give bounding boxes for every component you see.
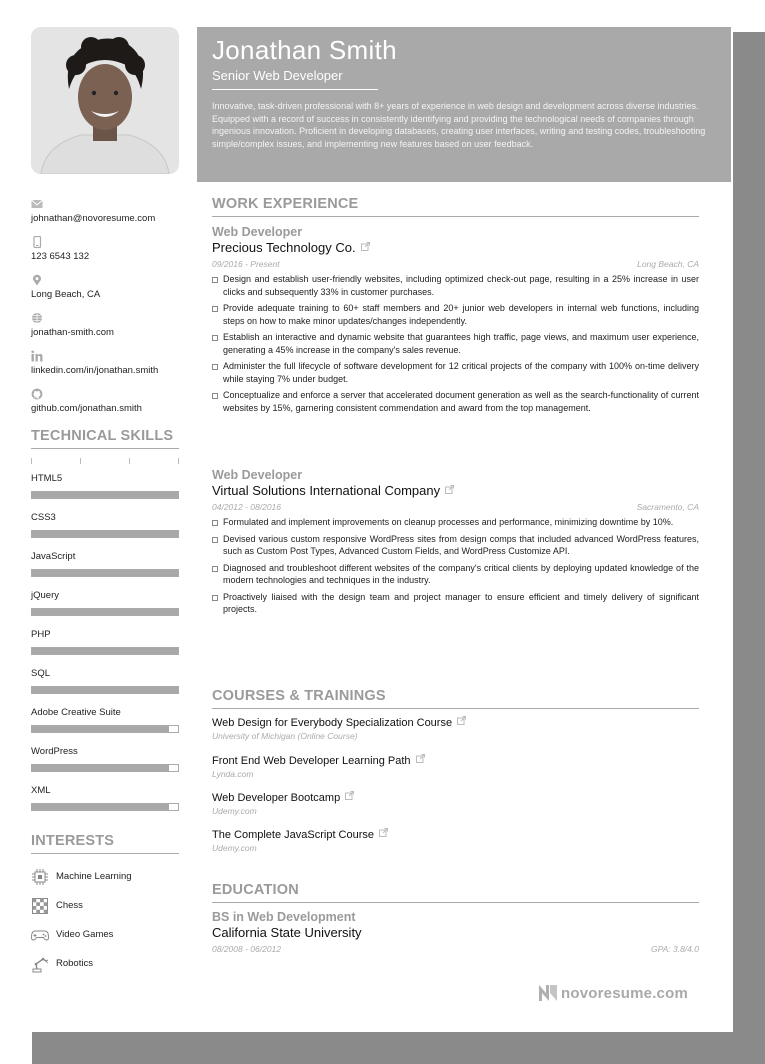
skill-level-bar (31, 686, 179, 694)
contact-website-text: jonathan-smith.com (31, 327, 114, 338)
job-bullet: Design and establish user-friendly websites, including optimized check-out page, resulting in a 25% increase in user clicks and subsequently 33% in customer purchases. (212, 273, 699, 298)
skill-level-fill (32, 687, 178, 693)
job-bullets (212, 516, 699, 616)
skill-level-bar (31, 491, 179, 499)
skill-level-fill (32, 726, 169, 732)
website-icon (31, 312, 43, 324)
skill-level-fill (32, 765, 169, 771)
interest-item (31, 891, 181, 920)
interest-label: Video Games (56, 929, 114, 940)
skill-level-fill (32, 648, 178, 654)
resume-header (197, 27, 731, 182)
skill-label: Adobe Creative Suite (31, 707, 121, 718)
brand-text: novoresume.com (561, 984, 689, 1002)
skill-level-bar (31, 608, 179, 616)
job-entry (212, 468, 699, 620)
job-bullet: Provide adequate training to 60+ staff members and 20+ junior web developers in internal web functions, including steps on how to make minor updates/changes independently. (212, 302, 699, 327)
course-name[interactable] (212, 828, 699, 841)
job-meta (212, 259, 699, 269)
email-icon (31, 198, 43, 210)
course-name-text: Web Developer Bootcamp (212, 792, 341, 804)
interests-heading: INTERESTS (31, 833, 179, 854)
company-name[interactable] (212, 240, 699, 255)
phone-icon (31, 236, 43, 248)
skill-label: SQL (31, 668, 51, 679)
education-heading: EDUCATION (212, 882, 699, 903)
job-bullet: Conceptualize and enforce a server that accelerated document generation as well as the search-functionality of current websites by 15%, garnering consistent commendation and award from the top management. (212, 389, 699, 414)
contact-phone[interactable] (31, 236, 181, 274)
job-meta (212, 502, 699, 512)
job-bullet: Devised various custom responsive WordPress sites from design comps that included advanced WordPress features, such as Custom Post Types, Advanced Custom Fields, and WordPress Customize API. (212, 533, 699, 558)
skills-list (31, 458, 179, 818)
job-dates: 04/2012 - 08/2016 (212, 502, 282, 512)
location-icon (31, 274, 43, 286)
external-link-icon[interactable] (445, 485, 454, 494)
job-bullet: Diagnosed and troubleshoot different websites of the company's critical clients by deploying updated knowledge of the modern technologies and techniques in the industry. (212, 562, 699, 587)
skill-label: JavaScript (31, 551, 76, 562)
skill-item (31, 701, 179, 740)
skill-item (31, 662, 179, 701)
skill-level-bar (31, 725, 179, 733)
interest-item (31, 949, 181, 978)
education-gpa: GPA: 3.8/4.0 (650, 944, 699, 954)
course-org: Lynda.com (212, 769, 254, 779)
skill-label: HTML5 (31, 473, 63, 484)
skill-label: PHP (31, 629, 51, 640)
job-entry (212, 225, 699, 418)
skill-item (31, 584, 179, 623)
interest-item (31, 862, 181, 891)
skill-level-bar (31, 764, 179, 772)
course-org: Udemy.com (212, 806, 257, 816)
interest-label: Chess (56, 900, 83, 911)
job-dates: 09/2016 - Present (212, 259, 280, 269)
course-name-text: The Complete JavaScript Course (212, 829, 375, 841)
skill-level-fill (32, 492, 178, 498)
interest-label: Robotics (56, 958, 93, 969)
linkedin-icon (31, 350, 43, 362)
gamepad-icon (31, 926, 49, 944)
skill-level-bar (31, 647, 179, 655)
interest-item (31, 920, 181, 949)
skill-item (31, 467, 179, 506)
education-meta (212, 944, 699, 954)
skill-label: CSS3 (31, 512, 56, 523)
course-name[interactable] (212, 716, 699, 729)
job-bullets (212, 273, 699, 414)
job-location: Long Beach, CA (637, 259, 699, 269)
skill-item (31, 779, 179, 818)
course-item (212, 716, 699, 741)
job-bullet: Proactively liaised with the design team and project manager to ensure efficient and timely delivery of significant projects. (212, 591, 699, 616)
course-org: Udemy.com (212, 843, 257, 853)
skill-item (31, 545, 179, 584)
company-name-text: Virtual Solutions International Company (212, 483, 441, 498)
profile-photo (31, 27, 179, 174)
contact-linkedin[interactable] (31, 350, 181, 388)
course-name[interactable] (212, 754, 699, 767)
profile-summary: Innovative, task-driven professional with 8+ years of experience in web design and development across diverse industries. Equipped with a record of success in consistently identifying and providing the technological needs of companies through ingenious innovation. Proficient in developing databases, creating user interfaces, writing and testing codes, troubleshooting simple/complex issues, and implementing new features based on user feedback. (212, 101, 706, 150)
skill-label: XML (31, 785, 51, 796)
education-dates: 08/2008 - 06/2012 (212, 944, 282, 954)
contact-website[interactable] (31, 312, 181, 350)
course-item (212, 828, 699, 853)
course-name-text: Front End Web Developer Learning Path (212, 755, 411, 767)
contact-location (31, 274, 181, 312)
contact-email-text: johnathan@novoresume.com (31, 213, 156, 224)
job-title: Web Developer (212, 468, 303, 482)
contact-location-text: Long Beach, CA (31, 289, 101, 300)
course-name-text: Web Design for Everybody Specialization Course (212, 717, 453, 729)
github-icon (31, 388, 43, 400)
skills-heading: TECHNICAL SKILLS (31, 428, 179, 449)
job-bullet: Formulated and implement improvements on cleanup processes and performance, minimizing downtime by 10%. (212, 516, 699, 529)
skill-level-fill (32, 804, 169, 810)
courses-heading: COURSES & TRAININGS (212, 688, 699, 709)
brand-watermark[interactable] (538, 984, 688, 1002)
novoresume-logo-icon (538, 984, 558, 1002)
skill-level-bar (31, 530, 179, 538)
page-shadow-bottom (32, 1032, 765, 1064)
interests-list (31, 862, 181, 978)
job-title: Web Developer (212, 225, 303, 239)
external-link-icon[interactable] (416, 754, 425, 763)
page-shadow-right (733, 32, 765, 1064)
course-name[interactable] (212, 791, 699, 804)
skill-label: jQuery (31, 590, 59, 601)
interest-label: Machine Learning (56, 871, 132, 882)
skill-scale-ticks (31, 458, 179, 467)
candidate-title: Senior Web Developer (212, 68, 378, 90)
degree: BS in Web Development (212, 910, 356, 924)
contact-linkedin-text: linkedin.com/in/jonathan.smith (31, 365, 159, 376)
job-location: Sacramento, CA (636, 502, 699, 512)
skill-level-fill (32, 609, 178, 615)
contact-email[interactable] (31, 198, 181, 236)
contact-github-text: github.com/jonathan.smith (31, 403, 142, 414)
course-item (212, 791, 699, 816)
skill-item (31, 740, 179, 779)
job-bullet: Establish an interactive and dynamic website that guarantees high traffic, page views, and maximum user experience, generating a 45% increase in the company's sales revenue. (212, 331, 699, 356)
work-experience-heading: WORK EXPERIENCE (212, 196, 699, 217)
course-org: University of Michigan (Online Course) (212, 731, 358, 741)
external-link-icon[interactable] (361, 242, 370, 251)
contact-github[interactable] (31, 388, 181, 426)
chessboard-icon (31, 897, 49, 915)
external-link-icon[interactable] (379, 828, 388, 837)
external-link-icon[interactable] (457, 716, 466, 725)
course-item (212, 754, 699, 779)
skill-level-bar (31, 569, 179, 577)
chip-icon (31, 868, 49, 886)
external-link-icon[interactable] (345, 791, 354, 800)
company-name-text: Precious Technology Co. (212, 240, 356, 255)
robot-arm-icon (31, 955, 49, 973)
education-entry (212, 910, 699, 954)
skill-level-bar (31, 803, 179, 811)
skill-label: WordPress (31, 746, 78, 757)
skill-level-fill (32, 531, 178, 537)
skill-item (31, 506, 179, 545)
company-name[interactable] (212, 483, 699, 498)
school-name: California State University (212, 925, 362, 940)
contact-list (31, 198, 181, 426)
job-bullet: Administer the full lifecycle of software development for 12 critical projects of the company with 100% on-time delivery while staying 7% under budget. (212, 360, 699, 385)
skill-item (31, 623, 179, 662)
contact-phone-text: 123 6543 132 (31, 251, 90, 262)
candidate-name: Jonathan Smith (212, 35, 397, 65)
skill-level-fill (32, 570, 178, 576)
